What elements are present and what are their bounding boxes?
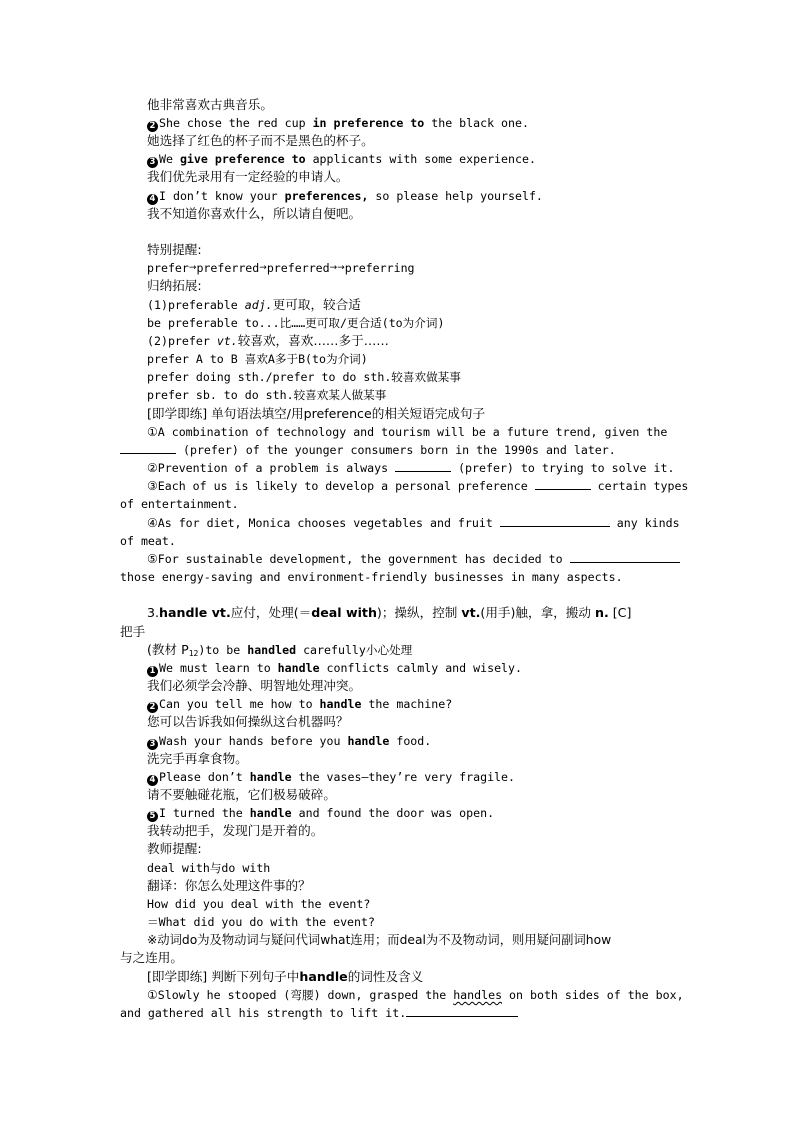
entry-3-example-1-translation: 我们必须学会冷静、明智地处理冲突。 [147,678,362,693]
text: 的词性及含义 [347,969,424,984]
practice-1-q2 [147,459,674,477]
text: Wash your hands before you [159,734,348,748]
example-3-translation: 我们优先录用有一定经验的申请人。 [147,169,349,184]
text: )to be [198,643,248,657]
number-badge: 2 [147,702,158,713]
answer-blank[interactable] [570,551,680,563]
text: I don’t know your [159,189,285,203]
text: I turned the [159,806,250,820]
entry-3-example-5 [147,804,494,822]
meaning: (用手)触，拿，搬动 [480,605,596,620]
practice-2-q1-cont [120,1004,518,1022]
practice-1-q4-cont: of meat. [120,534,176,548]
summary-item-5: prefer doing sth./prefer to do sth.较喜欢做某事 [147,370,461,384]
synonym: deal with [311,605,377,620]
text: Please don’t [159,770,250,784]
text: and gathered all his strength to lift it. [120,1006,407,1020]
keyword: handle [277,661,320,675]
answer-blank[interactable] [395,460,451,472]
text: (prefer) of the younger consumers born in the 1990s and later. [176,443,616,457]
practice-1-q5-cont: those energy-saving and environment-friendly businesses in many aspects. [120,570,623,584]
form: preferred [196,261,260,275]
number-badge: 5 [147,811,158,822]
question-number: ③ [147,479,158,493]
teacher-note-line-1: deal with与do with [147,861,271,875]
practice-1-q3-cont: of entertainment. [120,497,239,511]
summary-item-2: be preferable to...比……更可取/更合适(to为介词) [147,316,445,330]
keyword: handled [247,643,297,657]
answer-blank[interactable] [120,442,176,454]
practice-1-q4 [147,514,680,532]
text: on both sides of the box, [502,988,684,1002]
pos: vt. [216,334,238,348]
keyword: handle [249,806,292,820]
entry-3-example-3 [147,732,431,750]
arrow-right-icon: →→ [329,263,345,273]
text: any kinds [609,516,680,530]
summary-title: 归纳拓展: [147,278,202,293]
question-number: ② [147,461,158,475]
practice-1-q1 [147,423,667,441]
entry-3-example-4 [147,768,515,786]
entry-3-heading-cont: 把手 [120,624,146,639]
page-number: 12 [188,649,199,658]
text: conflicts calmly and wisely. [319,661,522,675]
keyword: give preference to [179,152,306,166]
text: the black one. [424,116,529,130]
question-number: ⑤ [147,552,158,566]
arrow-right-icon: → [259,263,267,273]
teacher-note-title: 教师提醒: [147,841,202,856]
text: A combination of technology and tourism will be a future trend, given the [157,425,668,439]
example-4-translation: 我不知道你喜欢什么，所以请自便吧。 [147,206,362,221]
entry-3-example-4-translation: 请不要触碰花瓶，它们极易破碎。 [147,787,336,802]
underlined-word: handles [453,988,503,1002]
example-3 [147,150,536,168]
keyword: preferences, [284,189,369,203]
answer-blank[interactable] [535,478,591,490]
teacher-note-line-3: How did you deal with the event? [147,897,371,911]
text: (prefer) to trying to solve it. [451,461,675,475]
teacher-note-line-4: ＝What did you do with the event? [147,915,375,929]
headword: handle vt. [159,605,231,620]
entry-3-example-1 [147,659,522,677]
summary-item-4: prefer A to B 喜欢A多于B(to为介词) [147,352,368,366]
entry-number: 3. [147,605,160,620]
number-badge: 3 [147,739,158,750]
question-number: ① [147,425,158,439]
keyword: handle [347,734,390,748]
meaning: 较喜欢，喜欢……多于…… [237,333,389,348]
text: food. [389,734,432,748]
text: [即学即练] 判断下列句子中 [147,969,300,984]
text: We must learn to [159,661,278,675]
question-number: ① [147,988,158,1002]
form: preferred [266,261,330,275]
summary-item-6: prefer sb. to do sth.较喜欢某人做某事 [147,388,387,402]
meaning: 应付，处理(＝ [230,605,312,620]
example-2-translation: 她选择了红色的杯子而不是黑色的杯子。 [147,133,374,148]
pos: adj. [244,298,273,312]
entry-3-example-2 [147,695,452,713]
arrow-right-icon: → [188,263,197,273]
text: As for diet, Monica chooses vegetables and fruit [157,516,500,530]
keyword: in preference to [312,116,425,130]
example-1-translation: 他非常喜欢古典音乐。 [147,97,273,112]
text: For sustainable development, the government has decided to [157,552,570,566]
meaning: 更可取，较合适 [272,297,361,312]
text: so please help yourself. [368,189,543,203]
text: Prevention of a problem is always [157,461,396,475]
meaning: )；操纵，控制 [376,605,462,620]
question-number: ④ [147,516,158,530]
answer-blank[interactable] [406,1005,518,1017]
special-note-title: 特别提醒: [147,242,202,257]
keyword: handle [299,969,348,984]
text: certain types [590,479,689,493]
keyword: handle [249,770,292,784]
number-badge: 4 [147,194,158,205]
text: Each of us is likely to develop a personal preference [157,479,535,493]
form: preferring [344,261,415,275]
teacher-note-line-2: 翻译：你怎么处理这件事的？ [147,878,311,893]
practice-1-title: [即学即练] 单句语法填空/用preference的相关短语完成句子 [147,406,486,421]
text: Slowly he stooped (弯腰) down, grasped the [157,988,454,1002]
teacher-note-line-5: ※动词do为及物动词与疑问代词what连用；而deal为不及物动词，则用疑问副词how [147,933,612,947]
text: and found the door was open. [291,806,495,820]
pos: vt. [461,605,481,620]
example-2 [147,114,529,132]
text: carefully小心处理 [296,643,413,657]
pos: n. [595,605,609,620]
text: (1)preferable [147,298,245,312]
text: the machine? [361,697,453,711]
entry-3-example-5-translation: 我转动把手，发现门是开着的。 [147,823,324,838]
keyword: handle [319,697,362,711]
number-badge: 2 [147,121,158,132]
form: prefer [147,261,189,275]
summary-item-3 [147,332,389,350]
countable-tag: [C] [608,605,632,620]
entry-3-example-3-translation: 洗完手再拿食物。 [147,751,248,766]
text: (教材 P [147,642,189,657]
entry-3-example-2-translation: 您可以告诉我如何操纵这台机器吗？ [147,714,349,729]
number-badge: 4 [147,775,158,786]
practice-2-title [147,968,423,986]
teacher-note-line-6: 与之连用。 [120,950,183,965]
text: (2)prefer [147,334,217,348]
answer-blank[interactable] [500,515,610,527]
summary-item-1 [147,296,361,314]
text: We [159,152,180,166]
number-badge: 3 [147,157,158,168]
entry-3-heading [147,604,631,622]
practice-1-q3 [147,477,688,495]
text: applicants with some experience. [305,152,536,166]
practice-2-q1 [147,986,684,1004]
text: the vases—they’re very fragile. [291,770,516,784]
text: Can you tell me how to [159,697,320,711]
example-4 [147,187,543,205]
verb-forms [147,259,415,277]
practice-1-q1-cont [120,441,616,459]
text: She chose the red cup [159,116,313,130]
number-badge: 1 [147,666,158,677]
practice-1-q5 [147,550,680,568]
